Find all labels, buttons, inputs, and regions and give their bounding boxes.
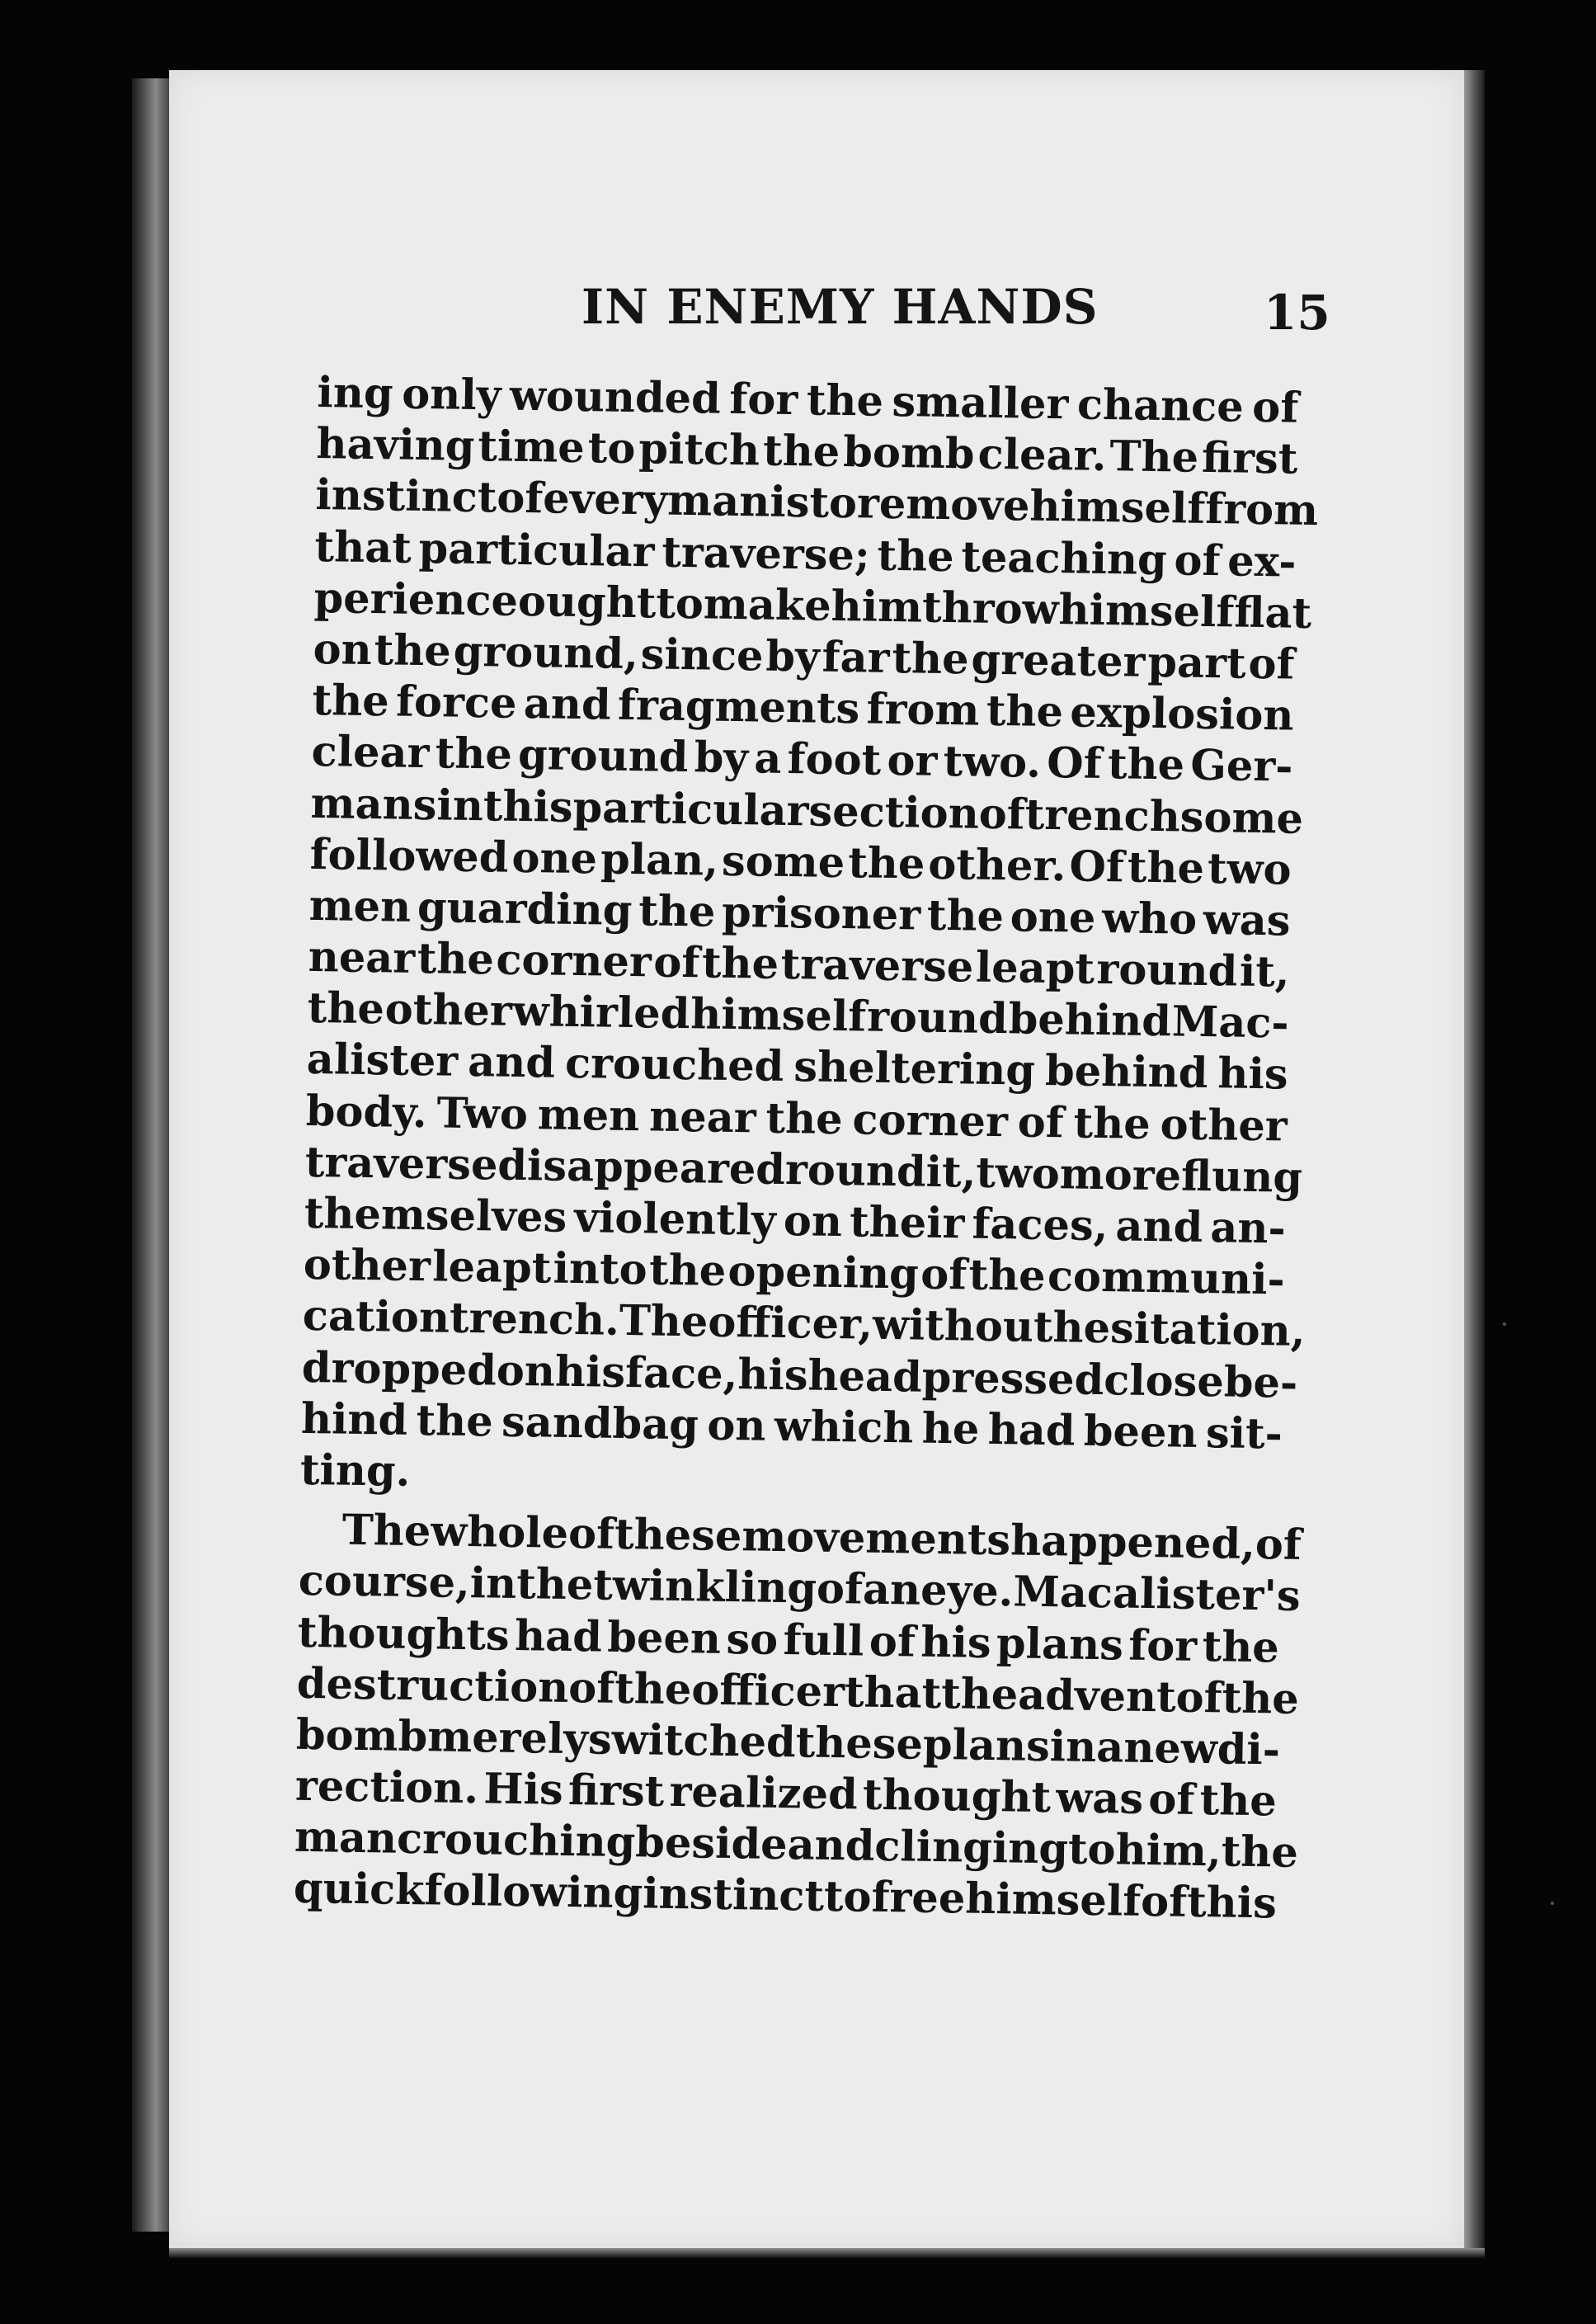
body-text xyxy=(293,367,1319,1930)
text-line: the force and fragments from the explosion xyxy=(312,676,1294,741)
page-number: 15 xyxy=(1264,285,1330,341)
text-line: mans in this particular section of trench some xyxy=(310,778,1304,844)
text-line: ing only wounded for the smaller chance of xyxy=(317,367,1299,433)
text-line: ting. xyxy=(299,1445,411,1497)
page-edge-shadow xyxy=(1464,70,1485,2248)
text-line: quick following instinct to free himself of this xyxy=(293,1864,1278,1929)
scan-speck xyxy=(1503,1322,1506,1326)
text-line: near the corner of the traverse leapt round it, xyxy=(308,931,1291,997)
text-line: perience ought to make him throw himself flat xyxy=(313,573,1312,639)
page-bottom-shadow xyxy=(169,2248,1485,2258)
text-line: course, in the twinkling of an eye. Macalister's xyxy=(298,1556,1302,1622)
text-line: cation trench. The officer, without hesitation, xyxy=(302,1291,1306,1357)
paragraph xyxy=(299,367,1319,1511)
text-line: clear the ground by a foot or two. Of the Ger- xyxy=(311,727,1293,792)
text-line: having time to pitch the bomb clear. The first xyxy=(316,419,1298,484)
text-line: body. Two men near the corner of the other xyxy=(305,1086,1288,1152)
scan-speck xyxy=(1551,1902,1554,1905)
text-line: rection. His first realized thought was of the xyxy=(294,1761,1278,1827)
text-line: alister and crouched sheltering behind his xyxy=(306,1035,1289,1101)
text-line: other leapt into the opening of the communi- xyxy=(303,1240,1286,1305)
text-line: followed one plan, some the other. Of the two xyxy=(309,829,1292,895)
text-line: The whole of these movements happened, of xyxy=(341,1505,1302,1571)
text-line: on the ground, since by far the greater part of xyxy=(313,624,1295,690)
running-head: IN ENEMY HANDS xyxy=(581,279,1099,335)
text-line: dropped on his face, his head pressed close be- xyxy=(301,1342,1298,1408)
text-line: that particular traverse; the teaching of ex- xyxy=(314,521,1297,587)
text-line: traverse disappeared round it, two more flung xyxy=(304,1137,1303,1203)
book-spine-edge xyxy=(132,78,172,2232)
text-line: the other whirled himself round behind Mac- xyxy=(307,983,1290,1049)
paragraph xyxy=(293,1504,1302,1930)
text-line: bomb merely switched these plans in a new di- xyxy=(295,1709,1281,1775)
text-line: thoughts had been so full of his plans for the xyxy=(297,1607,1280,1672)
text-line: men guarding the prisoner the one who was xyxy=(308,880,1292,946)
text-line: hind the sandbag on which he had been sit- xyxy=(300,1393,1283,1459)
text-line: man crouching beside and clinging to him, the xyxy=(294,1813,1299,1879)
text-line: instinct of every man is to remove himself from xyxy=(315,470,1319,536)
text-line: themselves violently on their faces, and an- xyxy=(304,1188,1287,1254)
text-line: destruction of the officer that the advent of the xyxy=(296,1658,1300,1724)
